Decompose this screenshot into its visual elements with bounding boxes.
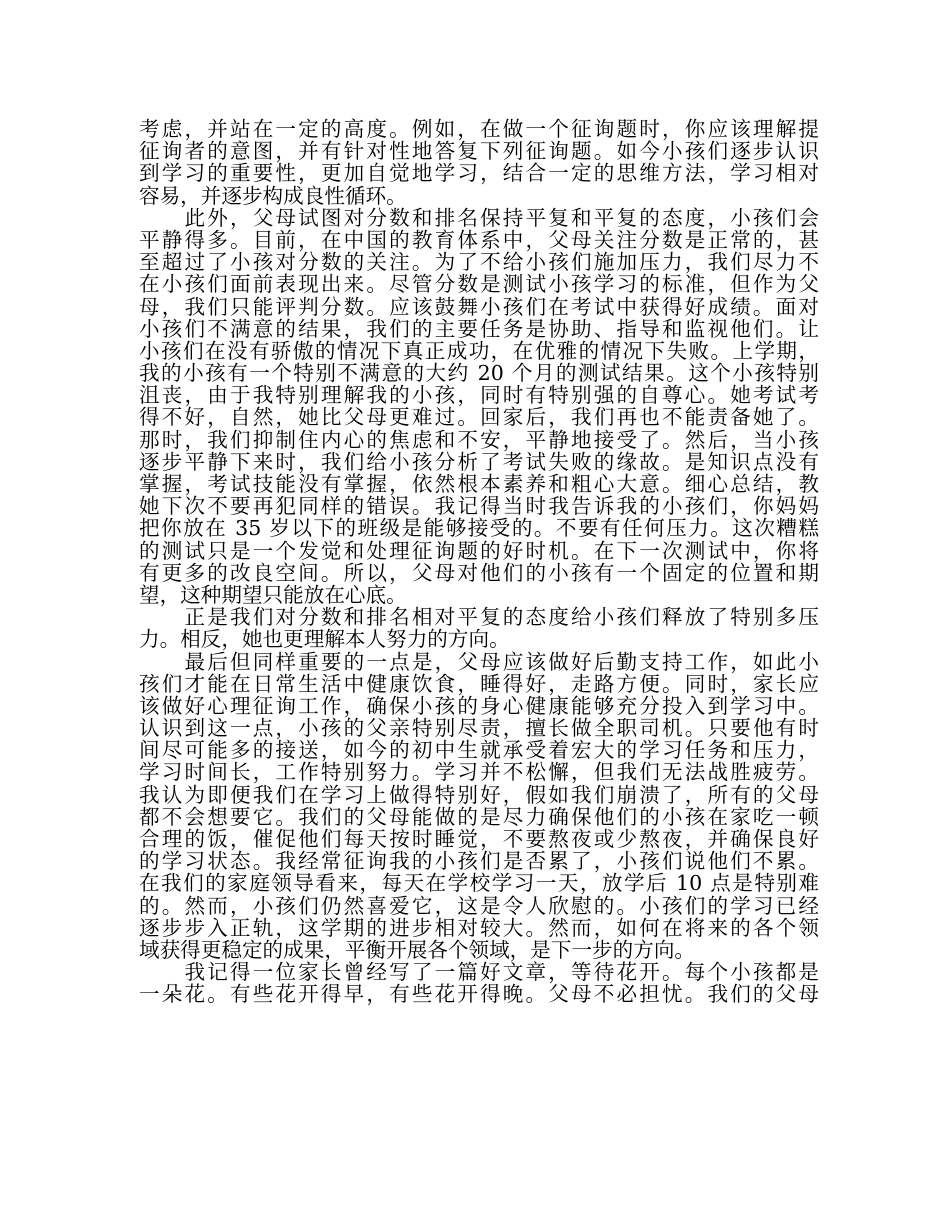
text-line: 学习时间长，工作特别努力。学习并不松懈，但我们无法战胜疲劳。	[139, 760, 819, 785]
text-line: 间尽可能多的接送，如今的初中生就承受着宏大的学习任务和压力，	[139, 738, 819, 763]
text-line: 都不会想要它。我们的父母能做的是尽力确保他们的小孩在家吃一顿	[139, 804, 819, 829]
text-line: 我的小孩有一个特别不满意的大约 20 个月的测试结果。这个小孩特别	[139, 361, 819, 386]
text-line: 容易，并逐步构成良性循环。	[139, 183, 407, 208]
text-line: 望，这种期望只能放在心底。	[139, 582, 407, 607]
text-line: 的。然而，小孩们仍然喜爱它，这是令人欣慰的。小孩们的学习已经	[139, 893, 819, 918]
text-line: 认识到这一点，小孩的父亲特别尽责，擅长做全职司机。只要他有时	[139, 716, 819, 741]
text-line: 考虑，并站在一定的高度。例如，在做一个征询题时，你应该理解提	[139, 117, 819, 141]
body-text	[139, 118, 819, 1006]
text-line: 平静得多。目前，在中国的教育体系中，父母关注分数是正常的，甚	[139, 227, 819, 252]
text-line: 小孩们在没有骄傲的情况下真正成功，在优雅的情况下失败。上学期，	[139, 338, 819, 363]
text-line: 正是我们对分数和排名相对平复的态度给小孩们释放了特别多压	[139, 605, 819, 630]
text-line: 到学习的重要性，更加自觉地学习，结合一定的思维方法，学习相对	[139, 161, 819, 186]
text-line: 力。相反，她也更理解本人努力的方向。	[139, 627, 510, 652]
text-line: 合理的饭，催促他们每天按时睡觉，不要熬夜或少熬夜，并确保良好	[139, 827, 819, 851]
paragraph-p5	[139, 961, 819, 1005]
text-line: 把你放在 35 岁以下的班级是能够接受的。不要有任何压力。这次糟糕	[139, 516, 819, 541]
text-line: 沮丧，由于我特别理解我的小孩，同时有特别强的自尊心。她考试考	[139, 383, 819, 408]
text-line: 在小孩们面前表现出来。尽管分数是测试小孩学习的标准，但作为父	[139, 272, 819, 297]
text-line: 的测试只是一个发觉和处理征询题的好时机。在下一次测试中，你将	[139, 538, 819, 563]
text-line: 孩们才能在日常生活中健康饮食，睡得好，走路方便。同时，家长应	[139, 671, 819, 696]
text-line: 一朵花。有些花开得早，有些花开得晚。父母不必担忧。我们的父母	[139, 982, 819, 1007]
text-line: 在我们的家庭领导看来，每天在学校学习一天，放学后 10 点是特别难	[139, 871, 819, 896]
paragraph-p2	[139, 207, 819, 606]
text-line: 域获得更稳定的成果，平衡开展各个领域，是下一步的方向。	[139, 937, 696, 962]
text-line: 得不好，自然，她比父母更难过。回家后，我们再也不能责备她了。	[139, 405, 819, 430]
text-line: 那时，我们抑制住内心的焦虑和不安，平静地接受了。然后，当小孩	[139, 427, 819, 452]
text-line: 小孩们不满意的结果，我们的主要任务是协助、指导和监视他们。让	[139, 316, 819, 341]
text-line: 掌握，考试技能没有掌握，依然根本素养和粗心大意。细心总结，教	[139, 472, 819, 496]
paragraph-p3	[139, 606, 819, 650]
text-line: 逐步平静下来时，我们给小孩分析了考试失败的缘故。是知识点没有	[139, 449, 819, 474]
paragraph-p1	[139, 118, 819, 207]
text-line: 至超过了小孩对分数的关注。为了不给小孩们施加压力，我们尽力不	[139, 250, 819, 275]
text-line: 最后但同样重要的一点是，父母应该做好后勤支持工作，如此小	[139, 649, 819, 674]
text-line: 此外，父母试图对分数和排名保持平复和平复的态度，小孩们会	[139, 205, 819, 230]
text-line: 我认为即便我们在学习上做得特别好，假如我们崩溃了，所有的父母	[139, 782, 819, 807]
text-line: 的学习状态。我经常征询我的小孩们是否累了，小孩们说他们不累。	[139, 849, 819, 874]
paragraph-p4	[139, 651, 819, 962]
text-line: 该做好心理征询工作，确保小孩的身心健康能够充分投入到学习中。	[139, 693, 819, 718]
text-line: 征询者的意图，并有针对性地答复下列征询题。如今小孩们逐步认识	[139, 139, 819, 164]
text-line: 她下次不要再犯同样的错误。我记得当时我告诉我的小孩们，你妈妈	[139, 494, 819, 519]
text-line: 有更多的改良空间。所以，父母对他们的小孩有一个固定的位置和期	[139, 560, 819, 585]
text-line: 我记得一位家长曾经写了一篇好文章，等待花开。每个小孩都是	[139, 960, 819, 985]
text-line: 逐步步入正轨，这学期的进步相对较大。然而，如何在将来的各个领	[139, 915, 819, 940]
text-line: 母，我们只能评判分数。应该鼓舞小孩们在考试中获得好成绩。面对	[139, 294, 819, 319]
